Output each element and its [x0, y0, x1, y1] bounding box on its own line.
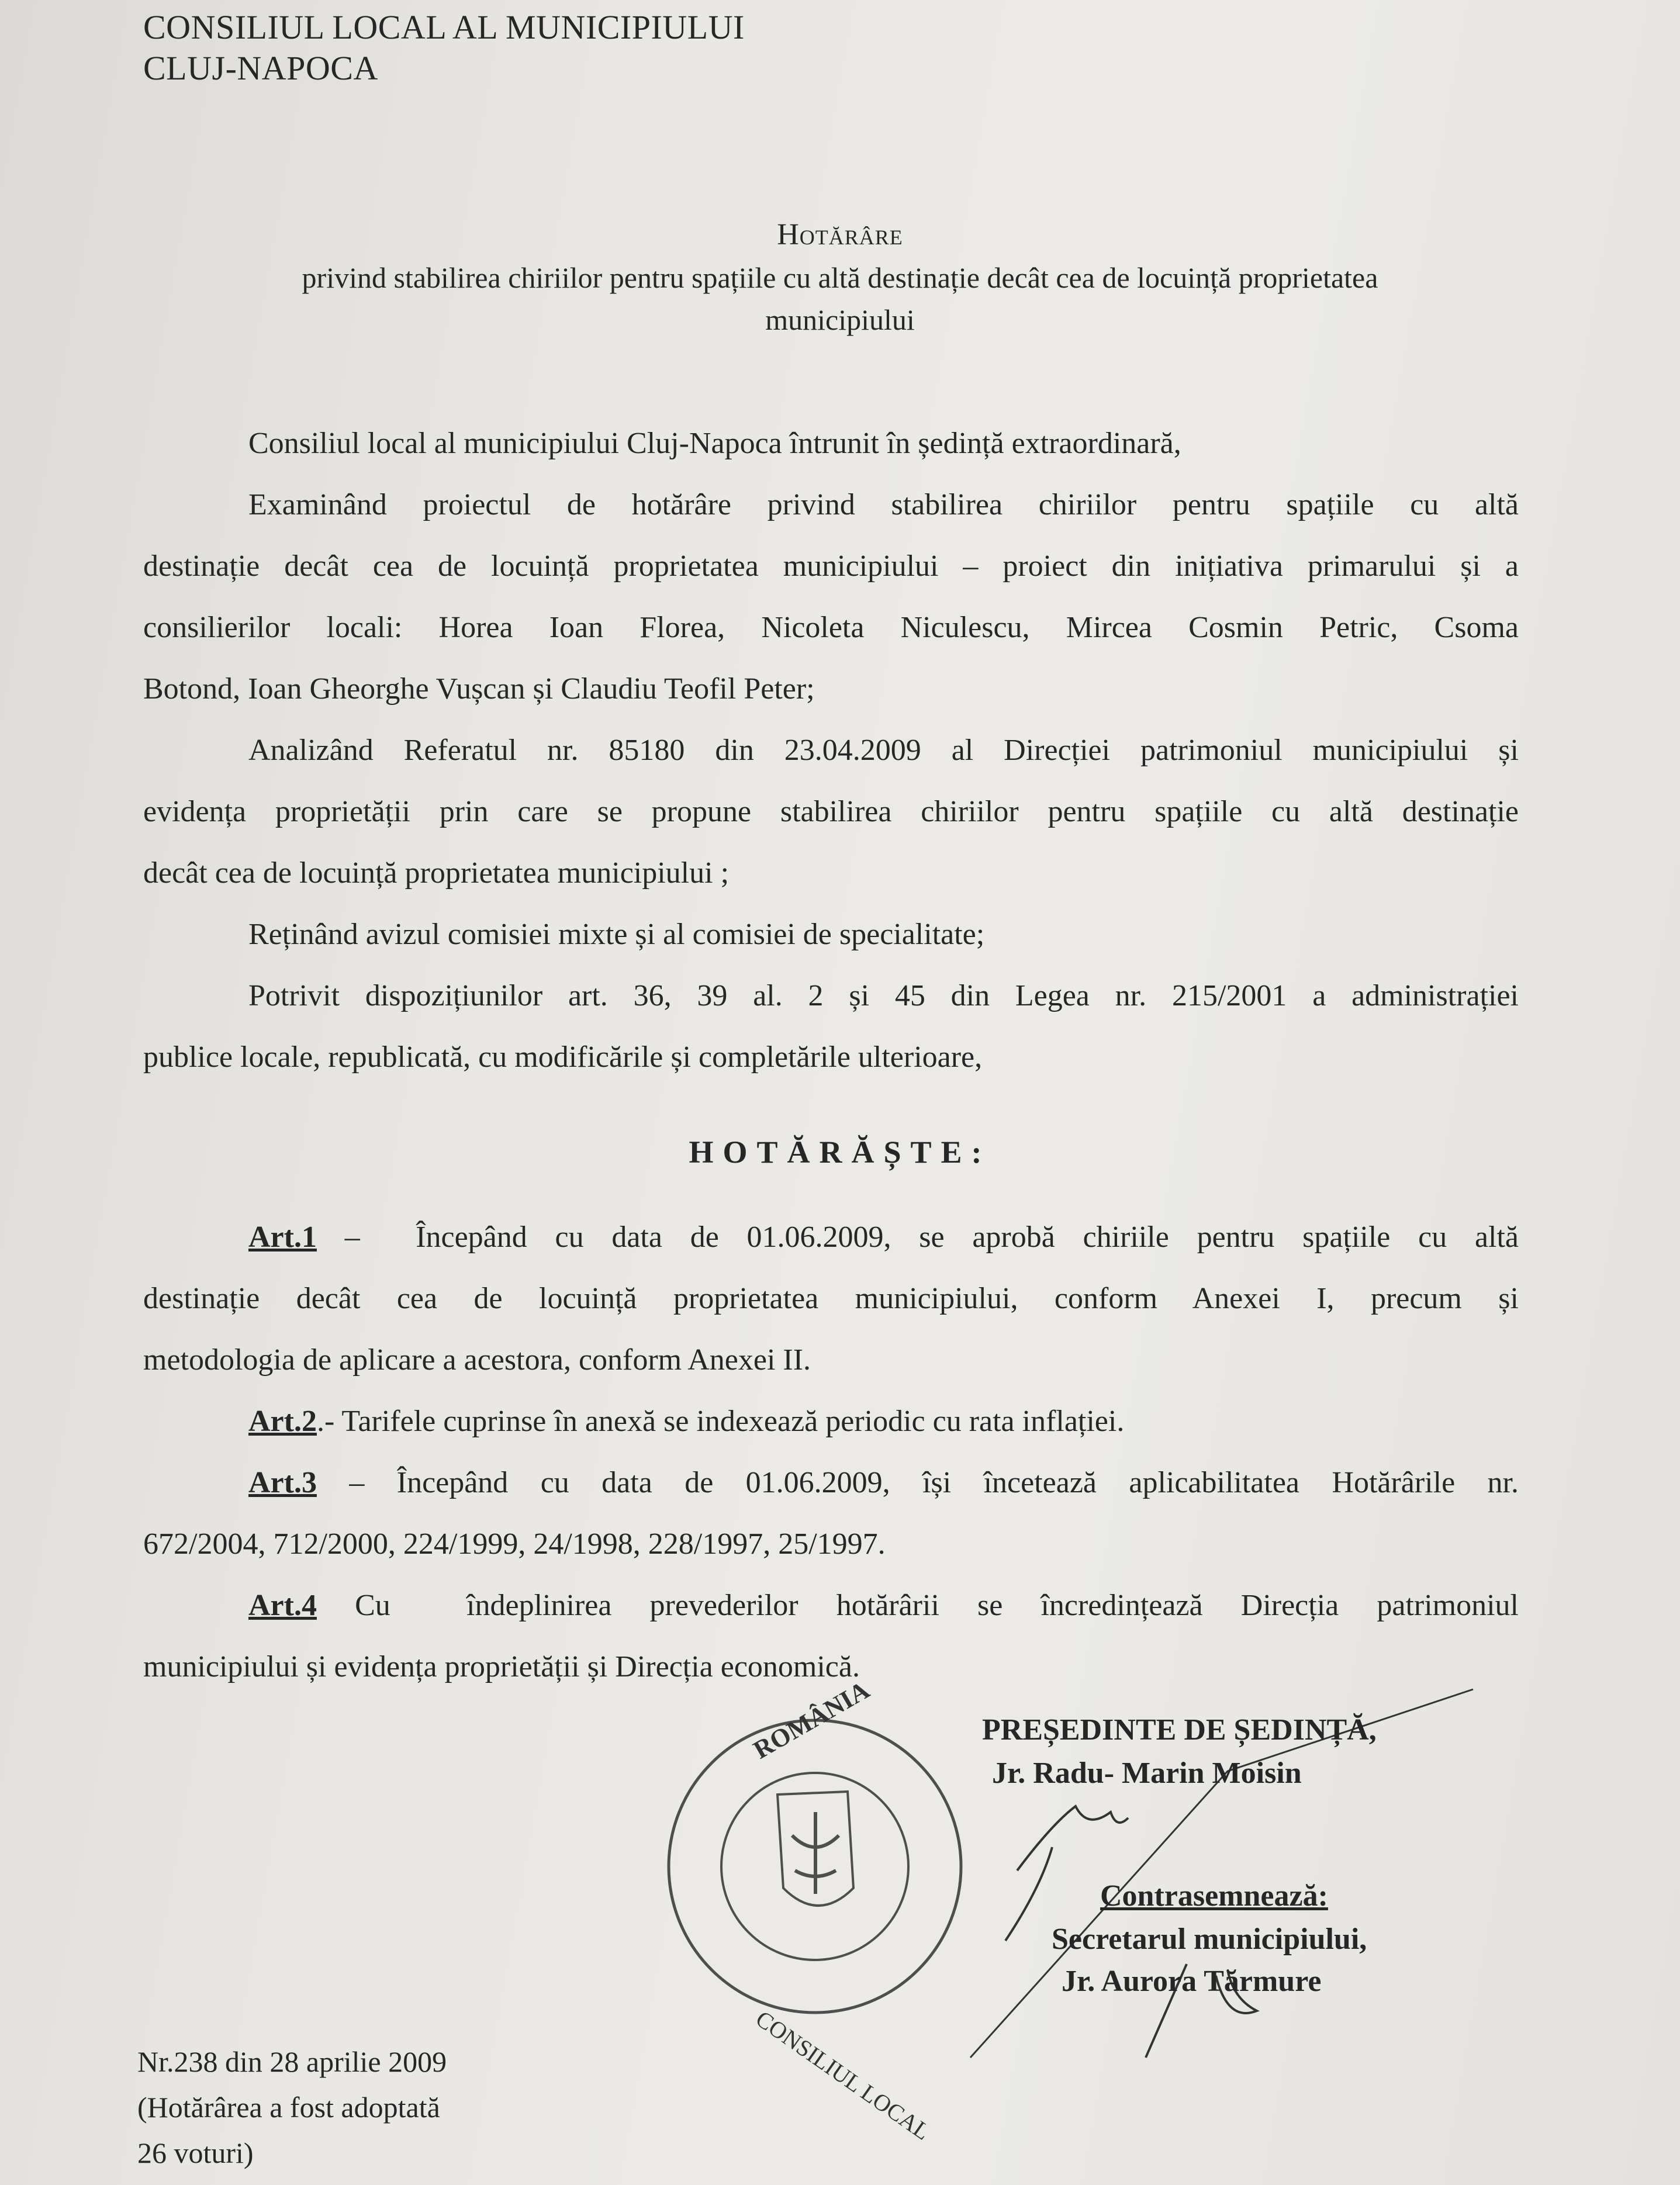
decision-heading: HOTĂRĂȘTE: [689, 1135, 991, 1170]
preamble-line: consilierilor locali: Horea Ioan Florea, Nicoleta Niculescu, Mircea Cosmin Petric, Csoma [143, 611, 1519, 644]
issuer-header [143, 7, 745, 89]
adoption-note-2: 26 voturi) [137, 2136, 254, 2169]
preamble [143, 413, 1519, 1088]
article-label: Art.1 [248, 1221, 317, 1254]
article-line: destinație decât cea de locuință proprietatea municipiului, conform Anexei I, precum și [143, 1282, 1519, 1315]
article-label: Art.4 [248, 1589, 317, 1622]
article-line: municipiului și evidența proprietății și Direcția economică. [143, 1650, 860, 1683]
article-text: – Începând cu data de 01.06.2009, își încetează aplicabilitatea Hotărârile nr. [316, 1466, 1519, 1499]
articles [143, 1206, 1519, 1697]
article-line [143, 1206, 1519, 1268]
preamble-line: Examinând proiectul de hotărâre privind stabilirea chiriilor pentru spațiile cu altă [248, 488, 1519, 521]
article-label: Art.3 [248, 1466, 317, 1499]
article-line [143, 1575, 1519, 1636]
preamble-line: evidența proprietății prin care se propune stabilirea chiriilor pentru spațiile cu altă destinație [143, 795, 1519, 828]
president-title: PREȘEDINTE DE ȘEDINȚĂ, [982, 1713, 1377, 1747]
preamble-line: Consiliul local al municipiului Cluj-Napoca întrunit în ședință extraordinară, [248, 427, 1181, 460]
article-line [143, 1452, 1519, 1513]
issuer-line-1: CONSILIUL LOCAL AL MUNICIPIULUI [143, 8, 745, 46]
issuer-line-2: CLUJ-NAPOCA [143, 49, 378, 87]
preamble-line: Potrivit dispozițiunilor art. 36, 39 al. 2 și 45 din Legea nr. 215/2001 a administrației [248, 979, 1519, 1012]
title-sub-line-2: municipiului [765, 303, 915, 336]
title-main: Hotărâre [777, 218, 903, 251]
president-name: Jr. Radu- Marin Moisin [992, 1757, 1302, 1790]
article-line: 672/2004, 712/2000, 224/1999, 24/1998, 228/1997, 25/1997. [143, 1527, 886, 1561]
decision-footer [137, 2039, 447, 2176]
title-sub-line-1: privind stabilirea chiriilor pentru spațiile cu altă destinație decât cea de locuință proprietatea [302, 261, 1378, 294]
secretary-title: Secretarul municipiului, [1052, 1923, 1367, 1956]
article-text: – Începând cu data de 01.06.2009, se aprobă chiriile pentru spațiile cu altă [316, 1221, 1519, 1254]
decision-number: Nr.238 din 28 aprilie 2009 [137, 2045, 447, 2078]
countersign-label: Contrasemnează: [1100, 1879, 1328, 1913]
article-label: Art.2 [248, 1405, 317, 1438]
preamble-line: publice locale, republicată, cu modificările și completările ulterioare, [143, 1040, 983, 1074]
article-line: metodologia de aplicare a acestora, conform Anexei II. [143, 1343, 811, 1377]
preamble-line: Analizând Referatul nr. 85180 din 23.04.2009 al Direcției patrimoniul municipiului și [248, 734, 1519, 767]
article-text: .- Tarifele cuprinse în anexă se indexează periodic cu rata inflației. [316, 1405, 1125, 1438]
adoption-note-1: (Hotărârea a fost adoptată [137, 2091, 440, 2124]
official-stamp [669, 1720, 961, 2013]
secretary-name: Jr. Aurora Tărmure [1062, 1965, 1322, 1998]
preamble-line: decât cea de locuință proprietatea municipiului ; [143, 856, 730, 890]
stamp-top-text: ROMÂNIA [748, 1675, 874, 1765]
article-text: Cu îndeplinirea prevederilor hotărârii se încredințează Direcția patrimoniul [316, 1589, 1519, 1622]
signature-president [1005, 1806, 1128, 1941]
article-line [143, 1391, 1519, 1452]
preamble-line: Botond, Ioan Gheorghe Vușcan și Claudiu Teofil Peter; [143, 672, 815, 706]
document-title [0, 217, 1680, 341]
stamp-bottom-text: CONSILIUL LOCAL [751, 2005, 935, 2145]
stamp-and-signatures-drawing [643, 1675, 1578, 2145]
preamble-line: Reținând avizul comisiei mixte și al comisiei de specialitate; [248, 918, 985, 951]
preamble-line: destinație decât cea de locuință proprietatea municipiului – proiect din inițiativa primarului și a [143, 549, 1519, 583]
